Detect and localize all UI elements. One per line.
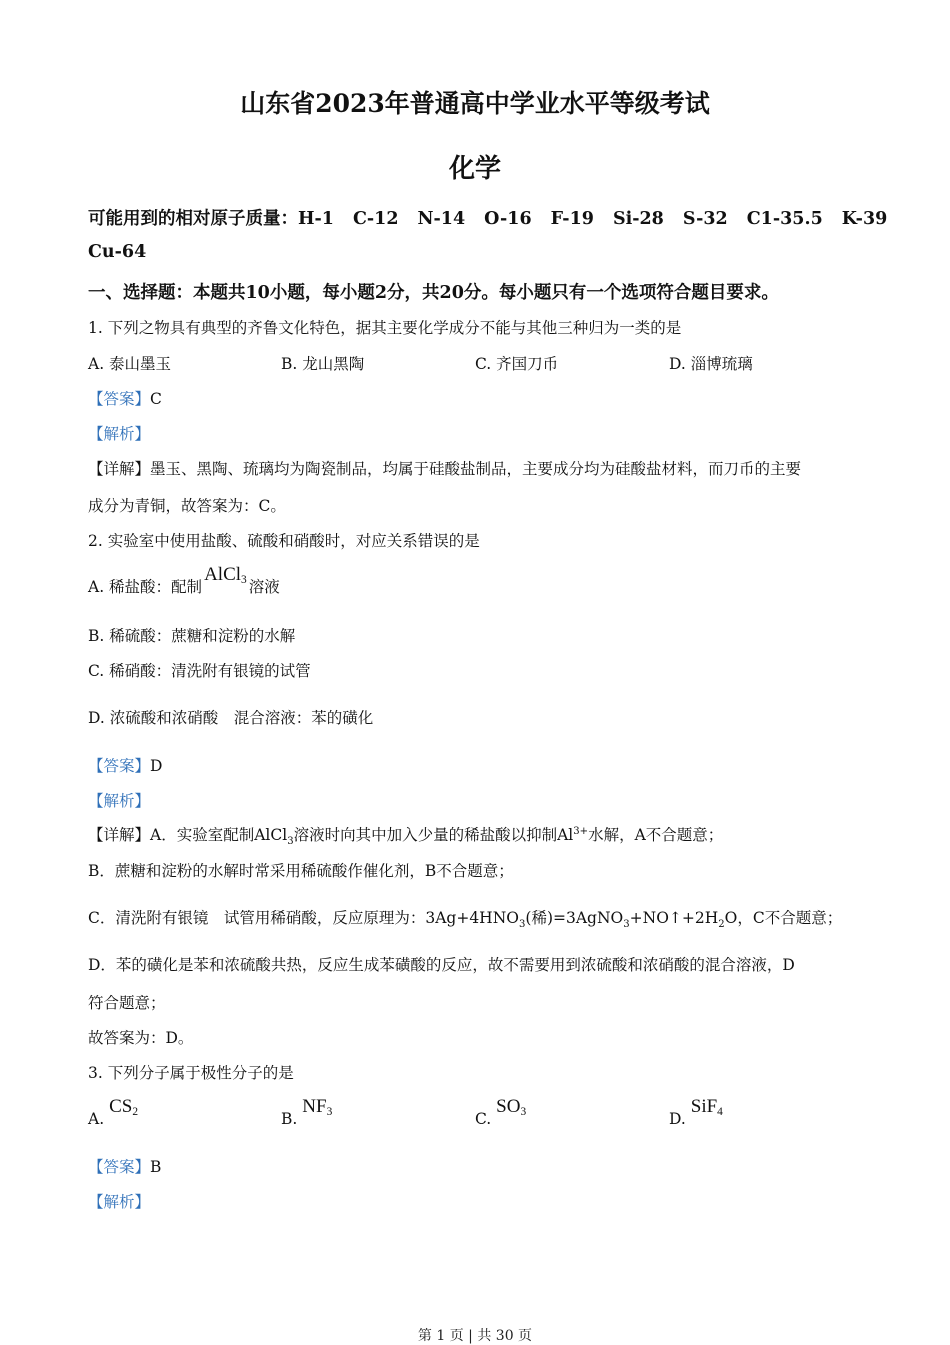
q3-d-formula-sub: 4 (717, 1106, 723, 1118)
q2-answer-value: D (150, 757, 163, 775)
exam-title: 山东省2023年普通高中学业水平等级考试 (240, 89, 710, 118)
q2-stem: 2. 实验室中使用盐酸、硫酸和硝酸时，对应关系错误的是 (88, 532, 480, 550)
q1-detail-1 (88, 457, 801, 479)
q1-answer-value: C (150, 390, 162, 408)
q2-d3-m2: +NO↑+2H (629, 909, 719, 927)
q2-a-post: 溶液 (248, 578, 280, 596)
q2-option-a (88, 564, 280, 598)
atomic-mass-item: O-16 (484, 209, 532, 229)
q1-option-d: D. 淄博琉璃 (669, 355, 753, 373)
q3-c-label: C. (475, 1110, 492, 1128)
q2-a-formula (204, 564, 247, 585)
q1-detail-2: 成分为青铜，故答案为：C。 (88, 497, 286, 515)
atomic-mass-item: S-32 (682, 209, 728, 229)
q3-c-formula-text: SO (496, 1096, 521, 1117)
q3-b-formula (302, 1096, 332, 1117)
detail-tag: 【详解】 (88, 826, 151, 844)
q3-a-formula (109, 1096, 138, 1117)
q3-b-label: B. (281, 1110, 298, 1128)
q3-option-d (669, 1096, 723, 1130)
q3-stem: 3. 下列分子属于极性分子的是 (88, 1064, 294, 1082)
q3-a-label: A. (88, 1110, 105, 1128)
atomic-mass-line (88, 205, 887, 230)
q3-c-formula (496, 1096, 526, 1117)
subject-title: 化学 (448, 154, 501, 184)
q2-d1-sup: 3+ (573, 825, 589, 837)
q2-d3-pre: C．清洗附有银镜 试管用稀硝酸，反应原理为：3Ag+4HNO (88, 909, 519, 927)
q3-option-a (88, 1096, 139, 1130)
q2-detail-1 (88, 823, 723, 847)
atomic-mass-item: N-14 (417, 209, 466, 229)
q2-detail-5: 符合题意； (88, 994, 166, 1012)
atomic-mass-item: H-1 (298, 209, 334, 229)
answer-tag: 【答案】 (88, 390, 151, 408)
q2-a-pre: A. 稀盐酸：配制 (88, 578, 203, 596)
section-heading: 一、选择题：本题共10小题，每小题2分，共20分。每小题只有一个选项符合题目要求。 (88, 283, 779, 303)
q2-detail-3 (88, 906, 842, 930)
q2-d1-sub: 3 (287, 836, 294, 848)
q2-option-b: B. 稀硫酸：蔗糖和淀粉的水解 (88, 627, 296, 645)
q2-d3-m1: (稀)=3AgNO (525, 909, 624, 927)
q2-d3-post: O，C不合题意； (724, 909, 843, 927)
q2-d1-post: 水解，A不合题意； (588, 826, 724, 844)
q3-b-formula-text: NF (302, 1096, 327, 1117)
q2-d3-s2: 3 (623, 919, 630, 931)
q2-analysis-tag: 【解析】 (88, 792, 151, 810)
q2-a-formula-sub: 3 (241, 574, 247, 586)
q2-option-d: D. 浓硫酸和浓硝酸 混合溶液：苯的磺化 (88, 709, 374, 727)
q1-answer (88, 387, 162, 409)
q3-d-formula-text: SiF (690, 1096, 718, 1117)
q3-analysis-tag: 【解析】 (88, 1193, 151, 1211)
answer-tag: 【答案】 (88, 1158, 151, 1176)
page-footer: 第 1 页 | 共 30 页 (417, 1328, 533, 1344)
q2-detail-4: D．苯的磺化是苯和浓硫酸共热，反应生成苯磺酸的反应，故不需要用到浓硫酸和浓硝酸的混合溶液，D (88, 956, 795, 974)
q3-option-c (475, 1096, 527, 1130)
q2-a-formula-text: AlCl (204, 564, 242, 585)
q1-stem: 1. 下列之物具有典型的齐鲁文化特色，据其主要化学成分不能与其他三种归为一类的是 (88, 319, 682, 337)
q2-d3-s3: 2 (718, 919, 725, 931)
q3-b-formula-sub: 3 (326, 1106, 333, 1118)
q2-detail-6: 故答案为：D。 (88, 1029, 194, 1047)
q3-option-b (281, 1096, 333, 1130)
q3-d-formula (691, 1096, 723, 1117)
q2-d3-s1: 3 (518, 919, 526, 931)
q2-d1-mid: 溶液时向其中加入少量的稀盐酸以抑制Al (293, 826, 574, 844)
q2-answer (88, 754, 162, 776)
q3-answer-value: B (150, 1158, 162, 1176)
atomic-mass-label: 可能用到的相对原子质量： (88, 209, 298, 229)
atomic-mass-item: C-12 (352, 209, 399, 229)
atomic-mass-items (298, 209, 887, 229)
q1-option-a: A. 泰山墨玉 (88, 355, 172, 373)
q1-detail-text-1: 墨玉、黑陶、琉璃均为陶瓷制品，均属于硅酸盐制品，主要成分均为硅酸盐材料，而刀币的主要 (150, 460, 802, 478)
answer-tag: 【答案】 (88, 757, 151, 775)
q1-analysis-tag: 【解析】 (88, 425, 151, 443)
q3-answer (88, 1155, 161, 1177)
q2-d1-pre: A．实验室配制AlCl (150, 826, 288, 844)
q1-option-c: C. 齐国刀币 (475, 355, 559, 373)
q3-d-label: D. (669, 1110, 686, 1128)
atomic-mass-item: Si-28 (612, 209, 664, 229)
atomic-mass-item: C1-35.5 (746, 209, 823, 229)
q1-option-b: B. 龙山黑陶 (281, 355, 365, 373)
detail-tag: 【详解】 (88, 460, 151, 478)
atomic-mass-item: K-39 (841, 209, 888, 229)
q3-c-formula-sub: 3 (520, 1106, 527, 1118)
q2-option-c: C. 稀硝酸：清洗附有银镜的试管 (88, 662, 311, 680)
atomic-mass-item: F-19 (550, 209, 594, 229)
atomic-mass-cont: Cu-64 (88, 242, 147, 262)
q3-a-formula-text: CS (109, 1096, 133, 1117)
q3-a-formula-sub: 2 (132, 1106, 139, 1118)
q2-detail-2: B．蔗糖和淀粉的水解时常采用稀硫酸作催化剂，B不合题意； (88, 862, 514, 880)
